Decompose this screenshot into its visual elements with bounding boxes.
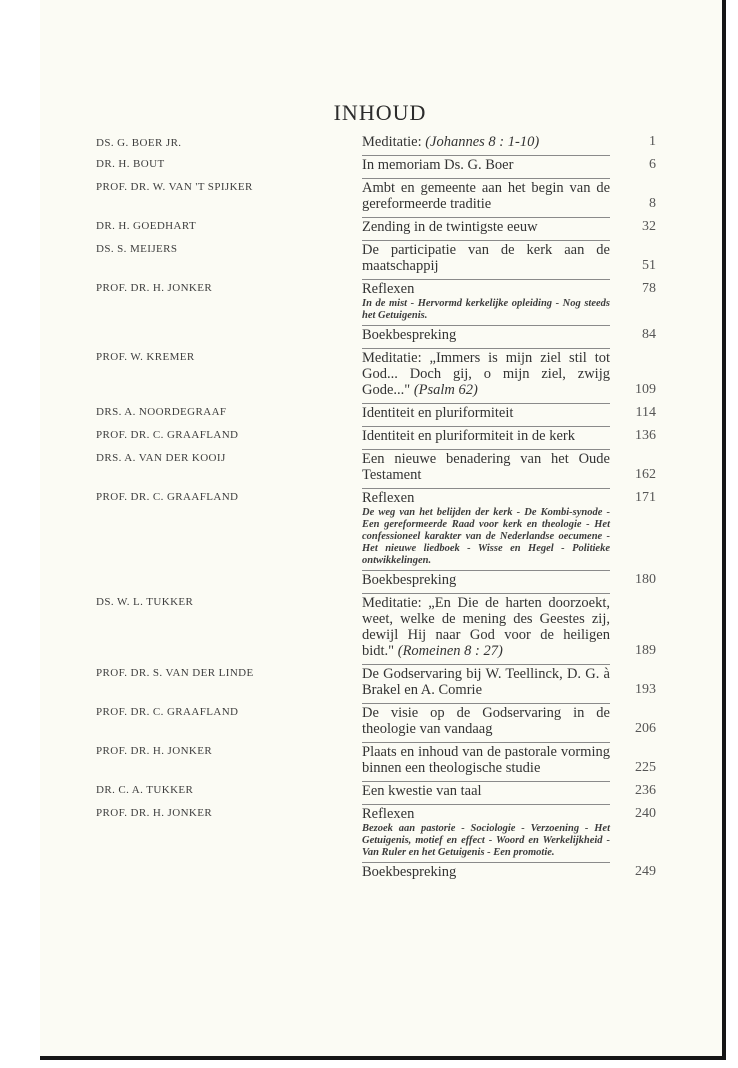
toc-item [362,240,656,274]
toc-page-number: 162 [635,467,656,482]
toc-title: Boekbespreking [362,862,610,880]
toc-author: PROF. DR. H. JONKER [96,807,213,819]
toc-entry [96,426,656,444]
toc-page-number: 78 [642,281,656,296]
toc-subtopics: De weg van het belijden der kerk - De Kombi-synode - Een gereformeerde Raad voor kerk en theologie - Het confessioneel karakter van de Nederlandse oecumene - Het nieuwe liedboek - Wisse en Hegel - Politieke ontwikkelingen. [362,507,610,566]
toc-entry [96,593,656,659]
toc-title: Meditatie: „En Die de harten doorzoekt, weet, welke de mening des Geestes zij, dewijl Hij naar God voor de heiligen bidt." (Romeinen 8 : 27) [362,595,610,659]
toc-entry [96,742,656,776]
toc-entry [96,348,656,398]
toc-title: Boekbespreking [362,570,610,588]
toc-page-number: 240 [635,806,656,821]
toc-item [362,742,656,776]
toc-author: PROF. DR. W. VAN 'T SPIJKER [96,181,253,193]
toc-title: Meditatie: „Immers is mijn ziel stil tot God... Doch gij, o mijn ziel, zwijg Gode..." (Psalm 62) [362,350,610,398]
toc-title: Een nieuwe benadering van het Oude Testament [362,451,610,483]
toc-page-number: 114 [635,405,656,420]
toc-scripture-ref: (Johannes 8 : 1-10) [425,134,540,150]
toc-author: DRS. A. VAN DER KOOIJ [96,452,226,464]
toc-item [362,134,656,150]
toc-items [362,449,656,483]
toc-page-number: 8 [649,196,656,211]
toc-item [362,862,656,880]
toc-scripture-ref: (Romeinen 8 : 27) [397,643,503,659]
toc-item [362,804,656,822]
toc-item [362,155,656,173]
toc-entry [96,488,656,588]
toc-title: Identiteit en pluriformiteit [362,403,610,421]
toc-items [362,240,656,274]
toc-item [362,488,656,506]
toc-items [362,488,656,588]
toc-title: Een kwestie van taal [362,781,610,799]
toc-page-number: 1 [649,134,656,149]
toc-entry [96,279,656,343]
toc-author: PROF. DR. H. JONKER [96,745,213,757]
toc-item [362,703,656,737]
toc-author: DRS. A. NOORDEGRAAF [96,406,227,418]
toc-title: Ambt en gemeente aan het begin van de gereformeerde traditie [362,180,610,212]
toc-subtopics: In de mist - Hervormd kerkelijke opleiding - Nog steeds het Getuigenis. [362,298,610,321]
toc-items [362,217,656,235]
toc-title: Plaats en inhoud van de pastorale vorming binnen een theologische studie [362,744,610,776]
toc-title: De Godservaring bij W. Teellinck, D. G. à Brakel en A. Comrie [362,666,610,698]
toc-entry [96,403,656,421]
toc-author: PROF. W. KREMER [96,351,195,363]
table-of-contents [96,134,656,885]
toc-items [362,804,656,880]
toc-author: DR. H. BOUT [96,158,165,170]
page-title: INHOUD [333,100,427,125]
toc-items [362,781,656,799]
toc-author: DS. S. MEIJERS [96,243,178,255]
toc-item [362,593,656,659]
toc-entry [96,217,656,235]
toc-page-number: 51 [642,258,656,273]
toc-entry [96,449,656,483]
toc-author: PROF. DR. C. GRAAFLAND [96,491,239,503]
toc-title: De visie op de Godservaring in de theologie van vandaag [362,705,610,737]
toc-item [362,348,656,398]
toc-author: DR. C. A. TUKKER [96,784,194,796]
page [40,0,726,1060]
toc-page-number: 84 [642,327,656,342]
toc-title: Reflexen [362,488,610,506]
toc-title: Boekbespreking [362,325,610,343]
toc-page-number: 32 [642,219,656,234]
toc-item [362,217,656,235]
toc-page-number: 136 [635,428,656,443]
toc-page-number: 193 [635,682,656,697]
toc-entry [96,781,656,799]
toc-page-number: 249 [635,864,656,879]
toc-author: PROF. DR. S. VAN DER LINDE [96,667,254,679]
toc-author: PROF. DR. C. GRAAFLAND [96,706,239,718]
toc-page-number: 109 [635,382,656,397]
toc-entry [96,134,656,150]
toc-items [362,593,656,659]
toc-item [362,279,656,297]
toc-title: Reflexen [362,804,610,822]
toc-author: DR. H. GOEDHART [96,220,197,232]
toc-items [362,426,656,444]
toc-item [362,664,656,698]
toc-entry [96,240,656,274]
toc-title: Meditatie: (Johannes 8 : 1-10) [362,134,540,150]
toc-item [362,426,656,444]
toc-page-number: 189 [635,643,656,658]
toc-title: Zending in de twintigste eeuw [362,217,610,235]
toc-items [362,403,656,421]
toc-page-number: 206 [635,721,656,736]
toc-author: DS. G. BOER JR. [96,137,182,149]
toc-author: PROF. DR. H. JONKER [96,282,213,294]
toc-item [362,325,656,343]
toc-title: Reflexen [362,279,610,297]
toc-title: De participatie van de kerk aan de maatschappij [362,242,610,274]
toc-page-number: 236 [635,783,656,798]
toc-items [362,703,656,737]
toc-item [362,403,656,421]
toc-page-number: 6 [649,157,656,172]
toc-item [362,781,656,799]
toc-items [362,134,656,150]
toc-page-number: 171 [635,490,656,505]
toc-item [362,449,656,483]
toc-item [362,178,656,212]
toc-author: PROF. DR. C. GRAAFLAND [96,429,239,441]
toc-items [362,279,656,343]
toc-item [362,570,656,588]
toc-entry [96,703,656,737]
toc-title: Identiteit en pluriformiteit in de kerk [362,426,610,444]
toc-page-number: 225 [635,760,656,775]
toc-entry [96,178,656,212]
toc-title: In memoriam Ds. G. Boer [362,155,610,173]
toc-items [362,742,656,776]
toc-entry [96,664,656,698]
toc-author: DS. W. L. TUKKER [96,596,194,608]
toc-scripture-ref: (Psalm 62) [413,382,478,398]
toc-items [362,155,656,173]
toc-items [362,348,656,398]
toc-entry [96,804,656,880]
toc-items [362,664,656,698]
toc-items [362,178,656,212]
toc-subtopics: Bezoek aan pastorie - Sociologie - Verzoening - Het Getuigenis, motief en effect - Woord en Werkelijkheid - Van Ruler en het Getuigenis - Een promotie. [362,823,610,858]
toc-entry [96,155,656,173]
toc-page-number: 180 [635,572,656,587]
